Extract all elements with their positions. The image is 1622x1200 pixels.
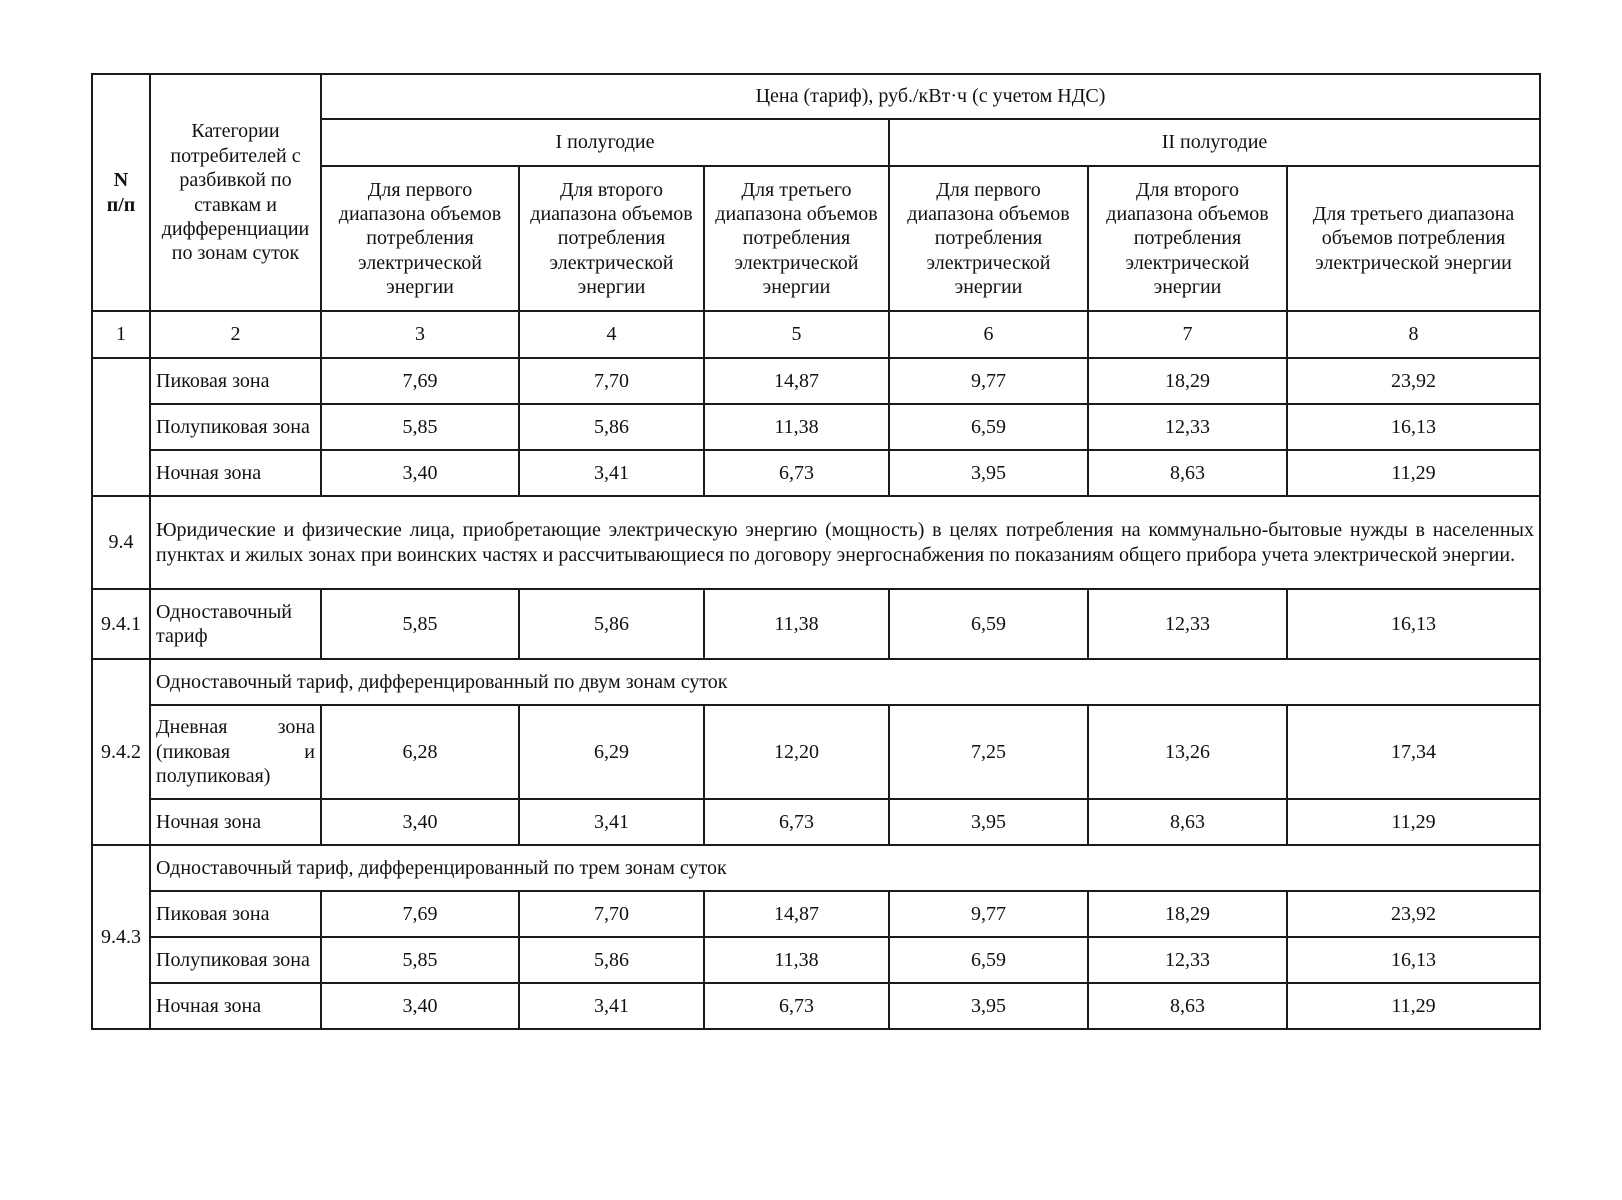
table-row: [92, 358, 1540, 404]
table-cell: 7,70: [519, 891, 704, 937]
table-cell: 3,40: [321, 799, 519, 845]
table-cell: 3,95: [889, 450, 1088, 496]
column-number: 6: [889, 311, 1088, 358]
section-9-4-3-title-row: [92, 845, 1540, 891]
label-word: полупиковая): [156, 765, 271, 788]
table-cell: 7,69: [321, 358, 519, 404]
section-title: Одноставочный тариф, дифференцированный по трем зонам суток: [150, 845, 1540, 891]
table-cell: 18,29: [1088, 358, 1287, 404]
column-number: 8: [1287, 311, 1540, 358]
table-cell: 18,29: [1088, 891, 1287, 937]
table-row: [92, 983, 1540, 1029]
label-word: зона: [277, 716, 315, 739]
row-label: Полупиковая зона: [150, 404, 321, 450]
label-word: Дневная: [156, 716, 228, 739]
column-number: 2: [150, 311, 321, 358]
row-label: Пиковая зона: [150, 891, 321, 937]
column-number: 1: [92, 311, 150, 358]
table-cell: 8,63: [1088, 983, 1287, 1029]
table-cell: 9,77: [889, 891, 1088, 937]
table-cell: 5,86: [519, 589, 704, 659]
table-cell: 8,63: [1088, 799, 1287, 845]
header-n-pp-line2: п/п: [106, 193, 136, 216]
section-9-4-row: [92, 496, 1540, 589]
label-word: (пиковая: [156, 740, 231, 763]
table-row: [92, 450, 1540, 496]
table-row: [92, 705, 1540, 799]
table-cell: 8,63: [1088, 450, 1287, 496]
section-description: Юридические и физические лица, приобретающие электрическую энергию (мощность) в целях потребления на коммунально-бытовые нужды в населенных пунктах и жилых зонах при воинских частях и рассчитывающиеся по договору энергоснабжения по показаниям общего прибора учета электрической энергии.: [150, 496, 1540, 589]
table-cell: 12,33: [1088, 589, 1287, 659]
header-h2-range1: Для первого диапазона объемов потребления электрической энергии: [889, 166, 1088, 311]
row-label: Одноставочный тариф: [150, 589, 321, 659]
table-cell: 11,38: [704, 589, 889, 659]
header-h2-range2: Для второго диапазона объемов потребления электрической энергии: [1088, 166, 1287, 311]
table-cell: 6,29: [519, 705, 704, 799]
header-half-2: II полугодие: [889, 119, 1540, 166]
label-word: и: [304, 740, 315, 763]
table-cell: 16,13: [1287, 937, 1540, 983]
table-row: [92, 404, 1540, 450]
table-cell: 14,87: [704, 891, 889, 937]
table-cell: 3,95: [889, 799, 1088, 845]
header-n-pp-line1: N: [113, 169, 129, 192]
table-cell: 11,29: [1287, 450, 1540, 496]
table-cell: 17,34: [1287, 705, 1540, 799]
label-line: [156, 740, 315, 764]
table-cell: 7,25: [889, 705, 1088, 799]
table-cell: 13,26: [1088, 705, 1287, 799]
table-cell: 7,69: [321, 891, 519, 937]
row-label: Полупиковая зона: [150, 937, 321, 983]
table-cell: 7,70: [519, 358, 704, 404]
table-cell: 11,29: [1287, 799, 1540, 845]
table-cell: 23,92: [1287, 891, 1540, 937]
table-cell: 3,40: [321, 983, 519, 1029]
table-cell: 11,38: [704, 937, 889, 983]
table-cell: 6,59: [889, 404, 1088, 450]
row-label: Ночная зона: [150, 983, 321, 1029]
section-title: Одноставочный тариф, дифференцированный по двум зонам суток: [150, 659, 1540, 705]
table-cell: 3,41: [519, 983, 704, 1029]
table-cell: 12,20: [704, 705, 889, 799]
table-cell: 6,73: [704, 450, 889, 496]
table-cell: 5,85: [321, 589, 519, 659]
table-cell: 6,59: [889, 589, 1088, 659]
section-9-4-2-title-row: [92, 659, 1540, 705]
table-cell: 12,33: [1088, 404, 1287, 450]
table-cell: 9,77: [889, 358, 1088, 404]
row-label-day-zone: [150, 705, 321, 799]
tariff-table: [91, 73, 1541, 1030]
row-label: Пиковая зона: [150, 358, 321, 404]
column-number: 5: [704, 311, 889, 358]
row-number: 9.4: [92, 496, 150, 589]
table-row: [92, 799, 1540, 845]
header-category: Категории потребителей с разбивкой по ставкам и дифференциации по зонам суток: [150, 74, 321, 311]
table-cell: 11,38: [704, 404, 889, 450]
table-cell: 14,87: [704, 358, 889, 404]
row-number: 9.4.2: [92, 659, 150, 845]
label-line: [156, 715, 315, 739]
table-cell: 6,28: [321, 705, 519, 799]
table-cell: 6,73: [704, 983, 889, 1029]
header-h1-range3: Для третьего диапазона объемов потребления электрической энергии: [704, 166, 889, 311]
column-number-row: [92, 311, 1540, 358]
header-h2-range3: Для третьего диапазона объемов потребления электрической энергии: [1287, 166, 1540, 311]
table-cell: 11,29: [1287, 983, 1540, 1029]
table-cell: 5,86: [519, 937, 704, 983]
table-cell: 16,13: [1287, 404, 1540, 450]
section-9-4-1-row: [92, 589, 1540, 659]
table-row: [92, 891, 1540, 937]
table-cell: 12,33: [1088, 937, 1287, 983]
table-cell: 5,85: [321, 937, 519, 983]
table-cell: 6,73: [704, 799, 889, 845]
column-number: 3: [321, 311, 519, 358]
table-cell: 23,92: [1287, 358, 1540, 404]
column-number: 7: [1088, 311, 1287, 358]
row-number: 9.4.3: [92, 845, 150, 1029]
column-number: 4: [519, 311, 704, 358]
header-half-1: I полугодие: [321, 119, 889, 166]
table-cell: 3,40: [321, 450, 519, 496]
table-row: [92, 937, 1540, 983]
header-price-title: Цена (тариф), руб./кВт·ч (с учетом НДС): [321, 74, 1540, 119]
row-label: Ночная зона: [150, 450, 321, 496]
row-number: 9.4.1: [92, 589, 150, 659]
header-n-pp: [92, 74, 150, 311]
table-cell: 3,41: [519, 450, 704, 496]
header-h1-range2: Для второго диапазона объемов потребления электрической энергии: [519, 166, 704, 311]
table-cell: 5,86: [519, 404, 704, 450]
table-cell: 16,13: [1287, 589, 1540, 659]
row-label: Ночная зона: [150, 799, 321, 845]
table-cell: 6,59: [889, 937, 1088, 983]
table-cell: 5,85: [321, 404, 519, 450]
header-h1-range1: Для первого диапазона объемов потребления электрической энергии: [321, 166, 519, 311]
table-cell: 3,95: [889, 983, 1088, 1029]
header-row-price: [92, 74, 1540, 119]
table-cell: 3,41: [519, 799, 704, 845]
row-number-empty: [92, 358, 150, 496]
label-line: [156, 764, 315, 788]
